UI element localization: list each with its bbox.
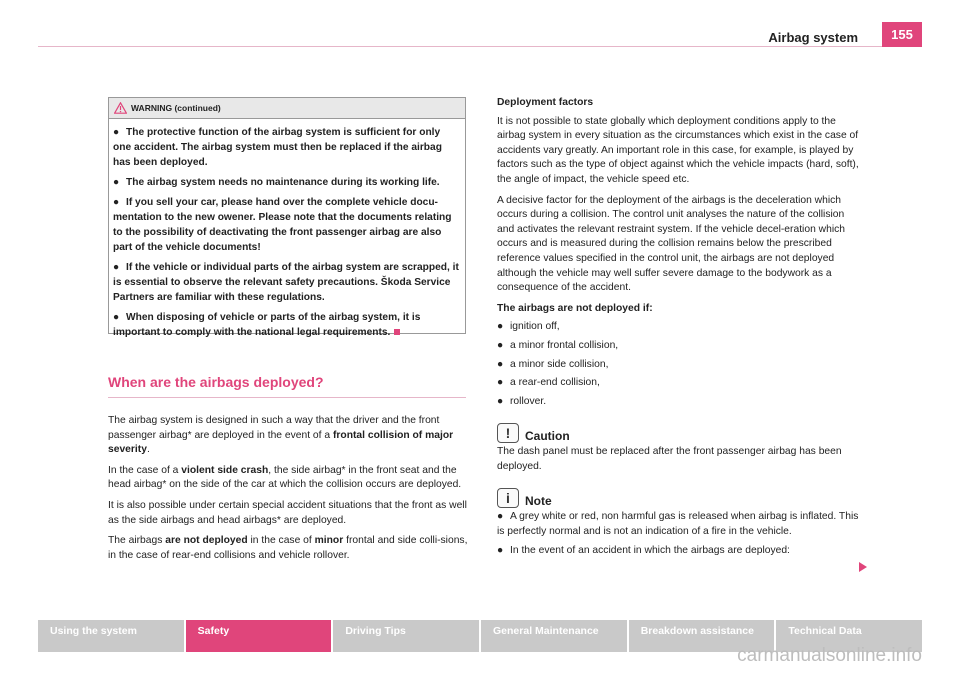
caution-heading (497, 423, 862, 443)
warning-item: ● The airbag system needs no maintenance during its working life. (113, 177, 440, 188)
list-item: ● a minor frontal collision, (497, 339, 619, 351)
nav-tab-technical-data[interactable]: Technical Data (776, 620, 922, 652)
nav-tab-general-maintenance[interactable]: General Maintenance (481, 620, 627, 652)
caution-text: The dash panel must be replaced after the front passenger airbag has been deployed. (497, 446, 842, 472)
list-item: ● a minor side collision, (497, 358, 609, 370)
watermark: carmanualsonline.info (737, 645, 922, 666)
warning-item: ● The protective function of the airbag system is sufficient for only one accident. The airbag system must then be replaced if the airbag has been deployed. (113, 127, 442, 168)
note-icon: i (497, 488, 519, 508)
page-number: 155 (882, 22, 922, 47)
note-heading (497, 488, 862, 508)
page-title: Airbag system (768, 30, 858, 45)
nav-tab-safety[interactable]: Safety (186, 620, 332, 652)
subheading-deployment-factors: Deployment factors (497, 97, 594, 108)
list-item: ● rollover. (497, 395, 547, 407)
paragraph: The airbags are not deployed in the case of minor frontal and side colli-sions, in the case of rear-end collisions and vehicle rollover. (108, 535, 468, 561)
section-rule (108, 397, 466, 398)
warning-body (109, 119, 465, 340)
caution-title: Caution (525, 428, 570, 443)
list-item: ● ignition off, (497, 321, 560, 333)
paragraph: In the case of a violent side crash, the side airbag* in the front seat and the head airbag* on the side of the car at which the collision occurs are deployed. (108, 464, 462, 491)
nav-tab-breakdown-assistance[interactable]: Breakdown assistance (629, 620, 775, 652)
paragraph: A decisive factor for the deployment of the airbags is the deceleration which occurs during a collision. The control unit analyses the nature of the collision and activates the relevant restraint system. If the vehicle decel-eration which occurs and is measured during the collision remains below the prescribed reference values specified in the control unit, the airbags are not deployed although the vehicle may well suffer severe damage to the bodywork as a consequence of the accident. (497, 194, 845, 294)
subheading-not-deployed: The airbags are not deployed if: (497, 302, 653, 314)
section-heading: When are the airbags deployed? (108, 374, 324, 390)
warning-item: ● If the vehicle or individual parts of the airbag system are scrapped, it is essential to observe the relevant safety precautions. Škoda Service Partners are familiar with these regulations. (113, 262, 459, 303)
note-title: Note (525, 493, 552, 508)
next-page-arrow-icon[interactable] (858, 561, 868, 573)
header-rule (38, 46, 922, 47)
right-column (497, 96, 862, 562)
warning-heading: WARNING (continued) (131, 103, 221, 113)
paragraph: It is also possible under certain special accident situations that the front as well as the side airbags and head airbags* are deployed. (108, 499, 467, 526)
warning-item: ● When disposing of vehicle or parts of the airbag system, it is important to comply with the national legal requirements. (113, 312, 421, 338)
caution-icon: ! (497, 423, 519, 443)
warning-header (109, 98, 465, 119)
paragraph: The airbag system is designed in such a way that the driver and the front passenger airbag* are deployed in the event of a frontal collision of major severity. (108, 415, 454, 456)
note-item: ● A grey white or red, non harmful gas is released when airbag is inflated. This is perfectly normal and is not an indication of a fire in the vehicle. (497, 511, 859, 538)
paragraph: It is not possible to state globally which deployment conditions apply to the airbag system in every situation as the circumstances which exist in the case of accidents vary greatly. An important role in this case, for example, is played by factors such as the type of object against which the vehicle impacts (hard, soft), the angle of impact, the vehicle speed etc. (497, 115, 859, 185)
left-column (108, 414, 468, 569)
section-end-marker (394, 329, 400, 335)
nav-tab-using-the-system[interactable]: Using the system (38, 620, 184, 652)
warning-item: ● If you sell your car, please hand over the complete vehicle docu-mentation to the new owener. Please note that the documents relating to the possibility of deactivating the front passenger airbag are also part of the vehicle documents! (113, 197, 452, 253)
note-item: ● In the event of an accident in which the airbags are deployed: (497, 544, 790, 556)
nav-tab-driving-tips[interactable]: Driving Tips (333, 620, 479, 652)
warning-box (108, 97, 466, 338)
warning-triangle-icon (114, 102, 127, 114)
list-item: ● a rear-end collision, (497, 377, 600, 389)
